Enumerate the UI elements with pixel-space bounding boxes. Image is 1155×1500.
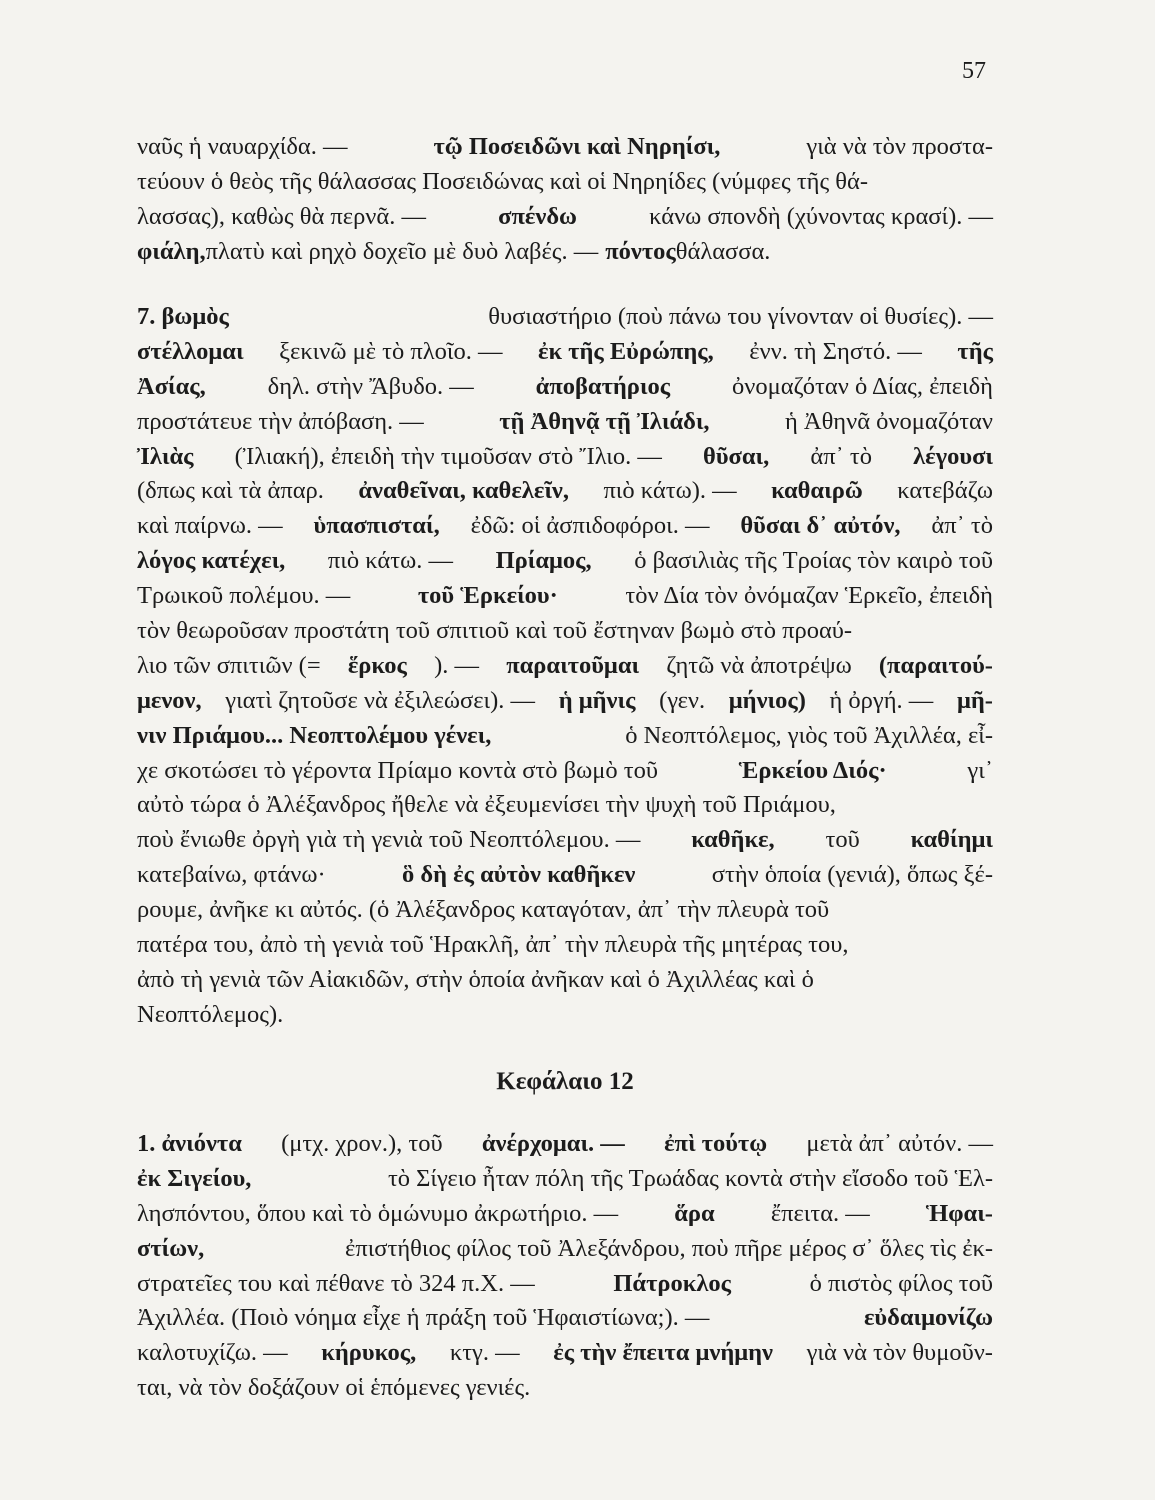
lemma: ἀνέρχομαι. — (481, 1130, 625, 1157)
text-line (137, 300, 993, 335)
paragraph-6-continued (137, 130, 993, 270)
text-line (137, 614, 993, 649)
gloss: γιὰ νὰ τὸν προστα- (806, 133, 993, 160)
text-line (137, 1162, 993, 1197)
lemma: ἐς τὴν ἔπειτα μνήμην (553, 1339, 773, 1367)
gloss: λησπόντου, ὅπου καὶ τὸ ὁμώνυμο ἀκρωτήριο. — (137, 1199, 619, 1227)
text-line (137, 963, 993, 998)
lemma: μήνιος) (728, 686, 806, 714)
lemma: λόγος κατέχει, (137, 547, 286, 575)
text-line (137, 1267, 993, 1302)
gloss: αὐτὸ τώρα ὁ Ἀλέξανδρος ἤθελε νὰ ἐξευμενίσει τὴν ψυχὴ τοῦ Πριάμου, (137, 791, 836, 819)
gloss: θυσιαστήριο (ποὺ πάνω του γίνονταν οἱ θυσίες). — (488, 303, 993, 330)
lemma: ὑπασπισταί, (313, 512, 440, 540)
gloss: στρατεῖες του καὶ πέθανε τὸ 324 π.Χ. — (137, 1269, 535, 1297)
gloss: στὴν ὁποία (γενιά), ὅπως ξέ- (711, 861, 993, 889)
lemma: τοῦ Ἑρκείου· (417, 582, 558, 610)
chapter-heading: Κεφάλαιο 12 (496, 1068, 634, 1095)
text-line (137, 440, 993, 475)
lemma: (παραιτού- (878, 651, 993, 679)
lemma: τῇ Ἀθηνᾷ τῇ Ἰλιάδι, (499, 407, 710, 435)
text-line (137, 1336, 993, 1371)
lemma: Ἡφαι- (925, 1199, 993, 1227)
lemma: ἅρα (674, 1199, 715, 1227)
text-line (137, 335, 993, 370)
lemma: ἐπὶ τούτῳ (664, 1130, 768, 1157)
text-line (137, 165, 993, 200)
lemma: Ἀσίας, (137, 372, 206, 400)
text-line (137, 719, 993, 754)
lemma: θῦσαι, (703, 442, 770, 470)
lemma: νιν Πριάμου... Νεοπτολέμου γένει, (137, 721, 492, 749)
text-line (137, 370, 993, 405)
lemma: ἐκ τῆς Εὐρώπης, (537, 337, 714, 365)
lemma: παραιτοῦμαι (506, 651, 640, 679)
gloss: τὸν Δία τὸν ὀνόμαζαν Ἑρκεῖο, ἐπειδὴ (625, 582, 993, 610)
gloss: θάλασσα. (675, 237, 771, 265)
gloss: ξεκινῶ μὲ τὸ πλοῖο. — (279, 337, 503, 365)
gloss: γιὰ νὰ τὸν θυμοῦν- (806, 1339, 993, 1367)
text-line (137, 544, 993, 579)
lemma: ἐκ Σιγείου, (137, 1164, 252, 1192)
text-line (137, 928, 993, 963)
gloss: λιο τῶν σπιτιῶν (= (137, 651, 321, 679)
text-line (137, 235, 993, 270)
lemma: Πρίαμος, (495, 547, 592, 575)
text-line (137, 405, 993, 440)
text-line (137, 1232, 993, 1267)
text-line (137, 474, 993, 509)
gloss: πατέρα του, ἀπὸ τὴ γενιὰ τοῦ Ἡρακλῆ, ἀπ᾽ τὴν πλευρὰ τῆς μητέρας του, (137, 931, 849, 959)
gloss: καλοτυχίζω. — (137, 1339, 288, 1367)
gloss: ποὺ ἔνιωθε ὀργὴ γιὰ τὴ γενιὰ τοῦ Νεοπτόλεμου. — (137, 826, 641, 854)
lemma: καθαιρῶ (771, 477, 863, 505)
gloss: ρουμε, ἀνῆκε κι αὐτός. (ὁ Ἀλέξανδρος καταγόταν, ἀπ᾽ τὴν πλευρὰ τοῦ (137, 896, 830, 924)
gloss: γιατὶ ζητοῦσε νὰ ἐξιλεώσει). — (225, 686, 536, 714)
page-number: 57 (962, 58, 986, 84)
lemma: μῆ- (956, 686, 993, 714)
lemma: καθίημι (910, 826, 993, 854)
text-line (137, 998, 993, 1033)
text-line (137, 684, 993, 719)
gloss: τεύουν ὁ θεὸς τῆς θάλασσας Ποσειδώνας καὶ οἱ Νηρηίδες (νύμφες τῆς θά- (137, 167, 869, 195)
lemma: στίων, (137, 1234, 205, 1262)
gloss: ναῦς ἡ ναυαρχίδα. — (137, 133, 348, 160)
gloss: δηλ. στὴν Ἄβυδο. — (267, 372, 474, 400)
gloss: πιὸ κάτω). — (603, 477, 737, 505)
text-line (137, 1301, 993, 1336)
paragraph-7 (137, 300, 993, 1033)
gloss: ἀπὸ τὴ γενιὰ τῶν Αἰακιδῶν, στὴν ὁποία ἀνῆκαν καὶ ὁ Ἀχιλλέας καὶ ὁ (137, 965, 814, 993)
lemma: τῷ Ποσειδῶνι καὶ Νηρηίσι, (433, 133, 721, 160)
gloss: μετὰ ἀπ᾽ αὐτόν. — (806, 1130, 993, 1157)
gloss: ὀνομαζόταν ὁ Δίας, ἐπειδὴ (732, 372, 993, 400)
gloss: πιὸ κάτω. — (327, 547, 453, 575)
gloss: Νεοπτόλεμος). (137, 1000, 284, 1028)
lemma: μενον, (137, 686, 202, 714)
lemma: λέγουσι (913, 442, 993, 470)
lemma: Ἰλιὰς (137, 442, 194, 470)
lemma: καθῆκε, (691, 826, 775, 854)
gloss: (δπως καὶ τὰ ἀπαρ. (137, 477, 324, 505)
lemma: ἡ μῆνις (558, 686, 636, 714)
text-line (137, 754, 993, 789)
gloss: (Ἰλιακή), ἐπειδὴ τὴν τιμοῦσαν στὸ Ἴλιο. — (234, 442, 662, 470)
gloss: προστάτευε τὴν ἀπόβαση. — (137, 407, 424, 435)
gloss: τὸν θεωροῦσαν προστάτη τοῦ σπιτιοῦ καὶ τοῦ ἔστηναν βωμὸ στὸ προαύ- (137, 617, 853, 645)
lemma: ἕρκος (347, 651, 407, 679)
gloss: ὁ βασιλιὰς τῆς Τροίας τὸν καιρὸ τοῦ (634, 547, 993, 575)
gloss: ἐπιστήθιος φίλος τοῦ Ἀλεξάνδρου, ποὺ πῆρε μέρος σ᾽ ὅλες τὶς ἐκ- (345, 1234, 993, 1262)
lemma: 7. βωμὸς (137, 303, 229, 330)
gloss: (γεν. (659, 686, 706, 714)
lemma: Ἑρκείου Διός· (738, 756, 887, 784)
gloss: ζητῶ νὰ ἀποτρέψω (666, 651, 852, 679)
text-line (137, 649, 993, 684)
gloss: πλατὺ καὶ ρηχὸ δοχεῖο μὲ δυὸ λαβές. — (205, 237, 599, 265)
text-line (137, 823, 993, 858)
text-line (137, 858, 993, 893)
text-line (137, 788, 993, 823)
text-line (137, 130, 993, 165)
lemma: πόντος (605, 237, 676, 265)
lemma: Πάτροκλος (613, 1269, 731, 1297)
gloss: χε σκοτώσει τὸ γέροντα Πρίαμο κοντὰ στὸ βωμὸ τοῦ (137, 756, 658, 784)
gloss: ἐδῶ: οἱ ἀσπιδοφόροι. — (470, 512, 710, 540)
gloss: ἀπ᾽ τὸ (810, 442, 872, 470)
text-line (137, 509, 993, 544)
gloss: ται, νὰ τὸν δοξάζουν οἱ ἑπόμενες γενιές. (137, 1374, 531, 1402)
gloss: κατεβαίνω, φτάνω· (137, 861, 326, 889)
gloss: κάνω σπονδὴ (χύνοντας κρασί). — (649, 202, 993, 230)
lemma: σπένδω (498, 202, 577, 230)
lemma: φιάλη, (137, 237, 206, 265)
gloss: λασσας), καθὼς θὰ περνᾶ. — (137, 202, 426, 230)
chapter-12-paragraph-1 (137, 1127, 993, 1406)
text-line (137, 579, 993, 614)
gloss: κατεβάζω (897, 477, 993, 505)
text-line (137, 1371, 993, 1406)
gloss: Ἀχιλλέα. (Ποιὸ νόημα εἶχε ἡ πράξη τοῦ Ἡφαιστίωνα;). — (137, 1304, 710, 1332)
gloss: τὸ Σίγειο ἦταν πόλη τῆς Τρωάδας κοντὰ στὴν εἴσοδο τοῦ Ἑλ- (387, 1164, 993, 1192)
gloss: ἡ Ἀθηνᾶ ὀνομαζόταν (784, 407, 993, 435)
lemma: ὃ δὴ ἐς αὐτὸν καθῆκεν (402, 861, 636, 889)
gloss: τοῦ (825, 826, 860, 854)
text-line (137, 1127, 993, 1162)
lemma: στέλλομαι (137, 337, 244, 365)
lemma: ἀποβατήριος (535, 372, 671, 400)
lemma: εὐδαιμονίζω (863, 1304, 993, 1332)
gloss: ὁ πιστὸς φίλος τοῦ (809, 1269, 993, 1297)
lemma: 1. ἀνιόντα (137, 1130, 242, 1157)
gloss: ὁ Νεοπτόλεμος, γιὸς τοῦ Ἀχιλλέα, εἶ- (625, 721, 993, 749)
lemma: κήρυκος, (321, 1339, 417, 1367)
gloss: καὶ παίρνω. — (137, 512, 283, 540)
gloss: ). — (434, 651, 479, 679)
gloss: γι᾽ (967, 756, 993, 784)
text-line (137, 893, 993, 928)
gloss: κτγ. — (449, 1339, 520, 1367)
gloss: ἡ ὀργή. — (829, 686, 934, 714)
gloss: (μτχ. χρον.), τοῦ (281, 1130, 443, 1157)
lemma: ἀναθεῖναι, καθελεῖν, (358, 477, 569, 505)
text-line (137, 1197, 993, 1232)
gloss: Τρωικοῦ πολέμου. — (137, 582, 351, 610)
lemma: θῦσαι δ᾽ αὐτόν, (740, 512, 901, 540)
text-line (137, 200, 993, 235)
gloss: ἔπειτα. — (770, 1199, 870, 1227)
lemma: τῆς (957, 337, 993, 365)
gloss: ἐνν. τὴ Σηστό. — (749, 337, 922, 365)
gloss: ἀπ᾽ τὸ (931, 512, 993, 540)
